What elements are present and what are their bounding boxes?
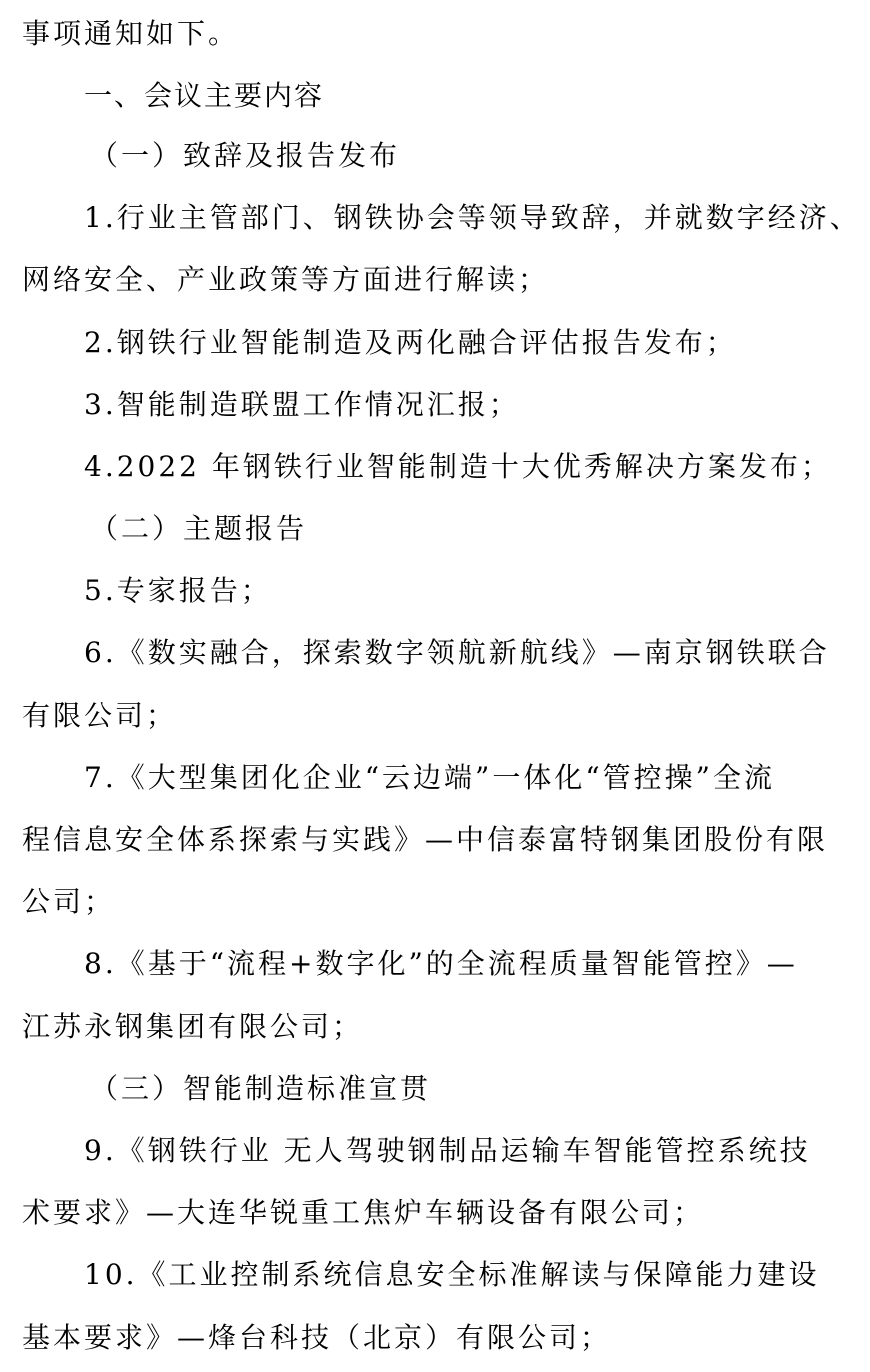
list-item: 5.专家报告； [84,574,272,607]
subsection-heading: （一）致辞及报告发布 [90,139,401,172]
list-item: 6.《数实融合，探索数字领航新航线》—南京钢铁联合 [84,636,830,669]
list-item: 10.《工业控制系统信息安全标准解读与保障能力建设 [84,1258,820,1291]
list-item-continuation: 术要求》—大连华锐重工焦炉车辆设备有限公司； [22,1196,705,1229]
list-item-continuation: 江苏永钢集团有限公司； [22,1010,364,1043]
section-heading: 一、会议主要内容 [84,79,325,112]
list-item-continuation: 网络安全、产业政策等方面进行解读； [22,263,550,296]
list-item-continuation: 公司； [22,885,116,918]
list-item: 4.2022 年钢铁行业智能制造十大优秀解决方案发布； [84,450,832,483]
list-item: 7.《大型集团化企业“云边端”一体化“管控操”全流 [84,761,775,794]
list-item: 9.《钢铁行业 无人驾驶钢制品运输车智能管控系统技 [84,1134,811,1167]
list-item: 2.钢铁行业智能制造及两化融合评估报告发布； [84,326,737,359]
list-item: 3.智能制造联盟工作情况汇报； [84,388,520,421]
subsection-heading: （三）智能制造标准宣贯 [90,1072,432,1105]
list-item-continuation: 程信息安全体系探索与实践》—中信泰富特钢集团股份有限 [22,823,829,856]
list-item: 1.行业主管部门、钢铁协会等领导致辞，并就数字经济、 [84,201,861,234]
list-item-continuation: 有限公司； [22,699,178,732]
paragraph-line: 事项通知如下。 [22,17,240,50]
list-item: 8.《基于“流程+数字化”的全流程质量智能管控》— [84,947,798,980]
subsection-heading: （二）主题报告 [90,512,308,545]
list-item-continuation: 基本要求》—烽台科技（北京）有限公司； [22,1321,612,1354]
